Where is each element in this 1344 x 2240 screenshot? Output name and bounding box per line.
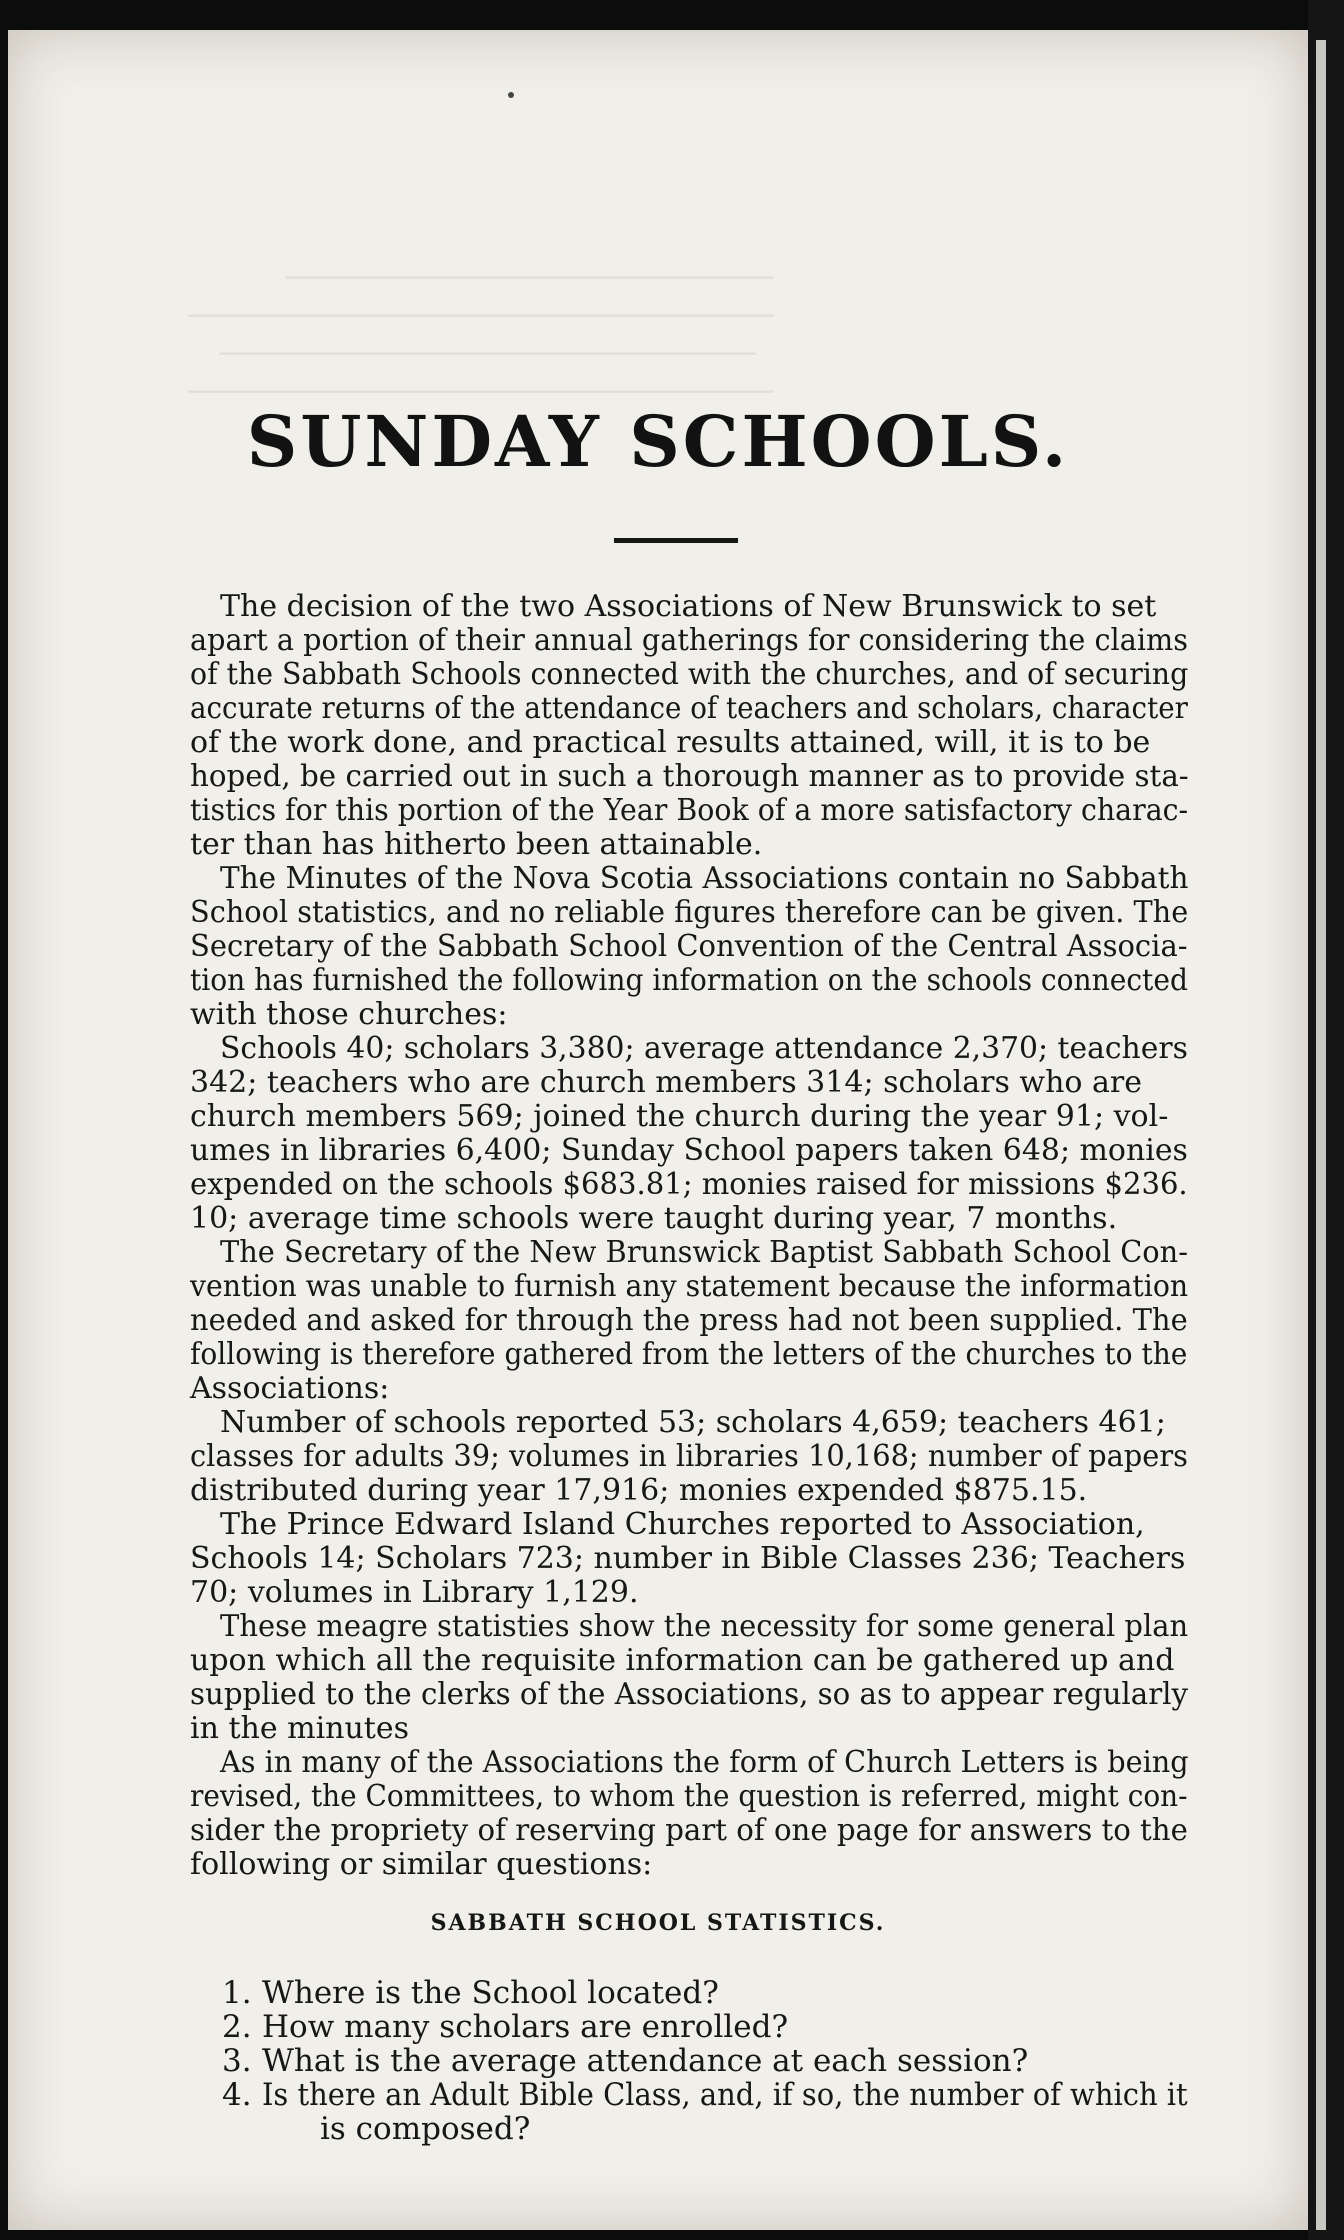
question-3-number: 3. (222, 2043, 252, 2079)
paragraph-2-line-4: tion has furnished the following information on the schools connected (190, 963, 1188, 998)
paragraph-7-line-1: These meagre statisties show the necessity for some general plan (220, 1609, 1189, 1644)
paragraph-3-line-2: 342; teachers who are church members 314; scholars who are (190, 1065, 1143, 1100)
statistics-subhead: SABBATH SCHOOL STATISTICS. (430, 1910, 886, 1936)
page-edge-strip (1316, 40, 1326, 2230)
paragraph-8-line-3: sider the propriety of reserving part of one page for answers to the (190, 1813, 1188, 1848)
question-4-text: Is there an Adult Bible Class, and, if so, the number of which it (262, 2077, 1188, 2113)
paragraph-2-line-3: Secretary of the Sabbath School Convention of the Central Associa- (190, 929, 1188, 964)
question-3-text: What is the average attendance at each session? (262, 2043, 1029, 2079)
question-1-number: 1. (222, 1975, 252, 2011)
question-4-number: 4. (222, 2077, 252, 2113)
page-edge-shadow (1308, 0, 1344, 2240)
paragraph-1-line-5: of the work done, and practical results attained, will, it is to be (190, 725, 1151, 760)
paragraph-8-line-1: As in many of the Associations the form of Church Letters is being (220, 1745, 1189, 1780)
paragraph-3-line-1: Schools 40; scholars 3,380; average attendance 2,370; teachers (220, 1031, 1188, 1066)
paragraph-3-line-5: expended on the schools $683.81; monies raised for missions $236. (190, 1167, 1188, 1202)
paragraph-6-line-1: The Prince Edward Island Churches reported to Association, (220, 1507, 1145, 1542)
paragraph-3-line-3: church members 569; joined the church during the year 91; vol- (190, 1099, 1169, 1134)
paragraph-2-line-1: The Minutes of the Nova Scotia Associations contain no Sabbath (220, 861, 1189, 896)
paragraph-8-line-4: following or similar questions: (190, 1847, 653, 1882)
paragraph-4-line-3: needed and asked for through the press had not been supplied. The (190, 1303, 1188, 1338)
paragraph-5-line-2: classes for adults 39; volumes in libraries 10,168; number of papers (190, 1439, 1188, 1474)
paragraph-4-line-4: following is therefore gathered from the letters of the churches to the (190, 1337, 1188, 1372)
paragraph-7-line-4: in the minutes (190, 1711, 410, 1746)
question-2-number: 2. (222, 2009, 252, 2045)
paragraph-8-line-2: revised, the Committees, to whom the question is referred, might con- (190, 1779, 1188, 1814)
paragraph-1-line-8: ter than has hitherto been attainable. (190, 827, 763, 862)
paragraph-3-line-6: 10; average time schools were taught during year, 7 months. (190, 1201, 1118, 1236)
ink-speck (508, 92, 514, 98)
paragraph-2-line-2: School statistics, and no reliable figures therefore can be given. The (190, 895, 1189, 930)
title-rule (614, 538, 738, 543)
paragraph-4-line-1: The Secretary of the New Brunswick Baptist Sabbath School Con- (220, 1235, 1188, 1270)
paragraph-6-line-3: 70; volumes in Library 1,129. (190, 1575, 639, 1610)
paragraph-5-line-3: distributed during year 17,916; monies expended $875.15. (190, 1473, 1088, 1508)
paragraph-7-line-3: supplied to the clerks of the Associations, so as to appear regularly (190, 1677, 1189, 1712)
paragraph-1-line-4: accurate returns of the attendance of teachers and scholars, character (190, 691, 1188, 726)
paragraph-4-line-2: vention was unable to furnish any statement because the information (190, 1269, 1189, 1304)
paragraph-6-line-2: Schools 14; Scholars 723; number in Bible Classes 236; Teachers (190, 1541, 1186, 1576)
paragraph-7-line-2: upon which all the requisite information can be gathered up and (190, 1643, 1175, 1678)
question-2-text: How many scholars are enrolled? (262, 2009, 789, 2045)
paragraph-3-line-4: umes in libraries 6,400; Sunday School papers taken 648; monies (190, 1133, 1188, 1168)
question-4-continuation: is composed? (320, 2111, 531, 2147)
paragraph-1-line-7: tistics for this portion of the Year Book of a more satisfactory charac- (190, 793, 1189, 828)
paragraph-1-line-1: The decision of the two Associations of New Brunswick to set (220, 589, 1157, 624)
paragraph-1-line-3: of the Sabbath Schools connected with the churches, and of securing (190, 657, 1189, 692)
paragraph-1-line-2: apart a portion of their annual gatherings for considering the claims (190, 623, 1188, 658)
paragraph-4-line-5: Associations: (190, 1371, 390, 1406)
paragraph-5-line-1: Number of schools reported 53; scholars 4,659; teachers 461; (220, 1405, 1166, 1440)
paragraph-1-line-6: hoped, be carried out in such a thorough manner as to provide sta- (190, 759, 1189, 794)
book-page (8, 30, 1308, 2230)
question-1-text: Where is the School located? (262, 1975, 719, 2011)
paragraph-2-line-5: with those churches: (190, 997, 508, 1032)
page-title: SUNDAY SCHOOLS. (246, 400, 1070, 483)
bleed-through: ────────────────────────────── ──────────────────────────────────── ───────────────────────────────── ──────────────────────────────────── (188, 263, 774, 408)
